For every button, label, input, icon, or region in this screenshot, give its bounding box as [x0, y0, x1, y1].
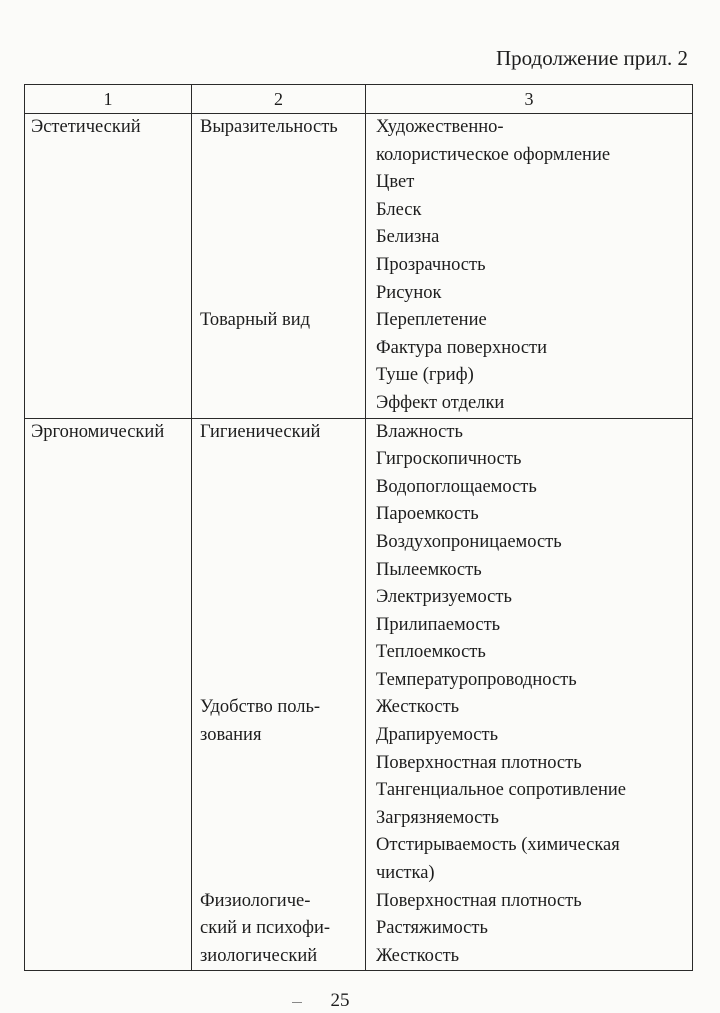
- subgroup-cell: [192, 114, 366, 419]
- list-item: Гигроскопичность: [376, 449, 522, 470]
- continuation-caption: Продолжение прил. 2: [495, 46, 688, 70]
- list-item: Загрязняемость: [376, 807, 499, 828]
- list-item: Температуропроводность: [376, 669, 577, 690]
- list-item: Влажность: [376, 421, 463, 442]
- indicators-cell: [366, 418, 693, 971]
- list-item: Прилипаемость: [376, 614, 501, 635]
- group-name: Эргономический: [31, 421, 165, 442]
- subgroup-expressiveness: Выразительность: [200, 117, 338, 137]
- page-number: 25: [330, 990, 350, 1011]
- list-item: Пылеемкость: [376, 559, 482, 580]
- list-item: Пароемкость: [376, 504, 479, 525]
- subgroup-physiological: ский и психофи-: [200, 918, 331, 939]
- table-row-ergonomic: [25, 418, 693, 971]
- list-item: Отстирываемость (химическая: [376, 835, 620, 856]
- subgroup-hygienic: Гигиенический: [200, 421, 321, 442]
- list-item: Жесткость: [376, 945, 460, 966]
- subgroup-physiological: зиологический: [200, 945, 318, 966]
- subgroup-cell: [192, 418, 366, 971]
- header-col-3: 3: [366, 85, 693, 114]
- list-item: Электризуемость: [376, 587, 512, 608]
- group-ergonomic-cell: [25, 418, 192, 971]
- header-col-1: 1: [25, 85, 192, 114]
- list-item: Теплоемкость: [376, 642, 486, 663]
- list-item: Драпируемость: [376, 725, 499, 746]
- list-item: Тангенциальное сопротивление: [376, 780, 627, 801]
- subgroup-physiological: Физиологиче-: [200, 890, 311, 911]
- list-item: Рисунок: [376, 282, 442, 303]
- properties-table: [24, 84, 693, 971]
- header-col-2: 2: [192, 85, 366, 114]
- list-item: Поверхностная плотность: [376, 752, 582, 773]
- list-item: Воздухопроницаемость: [376, 531, 562, 552]
- subgroup-commodity-look: Товарный вид: [200, 310, 311, 331]
- list-item: Эффект отделки: [376, 392, 505, 413]
- indicators-cell: [366, 114, 693, 419]
- list-item: чистка): [376, 863, 435, 884]
- list-item: колористическое оформление: [376, 144, 611, 165]
- list-item: Жесткость: [376, 697, 460, 718]
- list-item: Растяжимость: [376, 918, 488, 939]
- group-aesthetic-cell: [25, 114, 192, 419]
- list-item: Туше (гриф): [376, 365, 474, 386]
- subgroup-usability: Удобство поль-: [200, 697, 321, 718]
- list-item: Фактура поверхности: [376, 337, 548, 358]
- subgroup-usability: зования: [200, 725, 262, 746]
- header-row: [25, 85, 693, 114]
- list-item: Цвет: [376, 172, 415, 193]
- list-item: Художественно-: [376, 117, 504, 137]
- list-item: Блеск: [376, 199, 422, 220]
- list-item: Поверхностная плотность: [376, 890, 582, 911]
- table-row-aesthetic: [25, 114, 693, 419]
- group-name: Эстетический: [31, 117, 141, 137]
- list-item: Прозрачность: [376, 254, 486, 275]
- list-item: Белизна: [376, 227, 440, 248]
- list-item: Переплетение: [376, 310, 487, 331]
- list-item: Водопоглощаемость: [376, 476, 537, 497]
